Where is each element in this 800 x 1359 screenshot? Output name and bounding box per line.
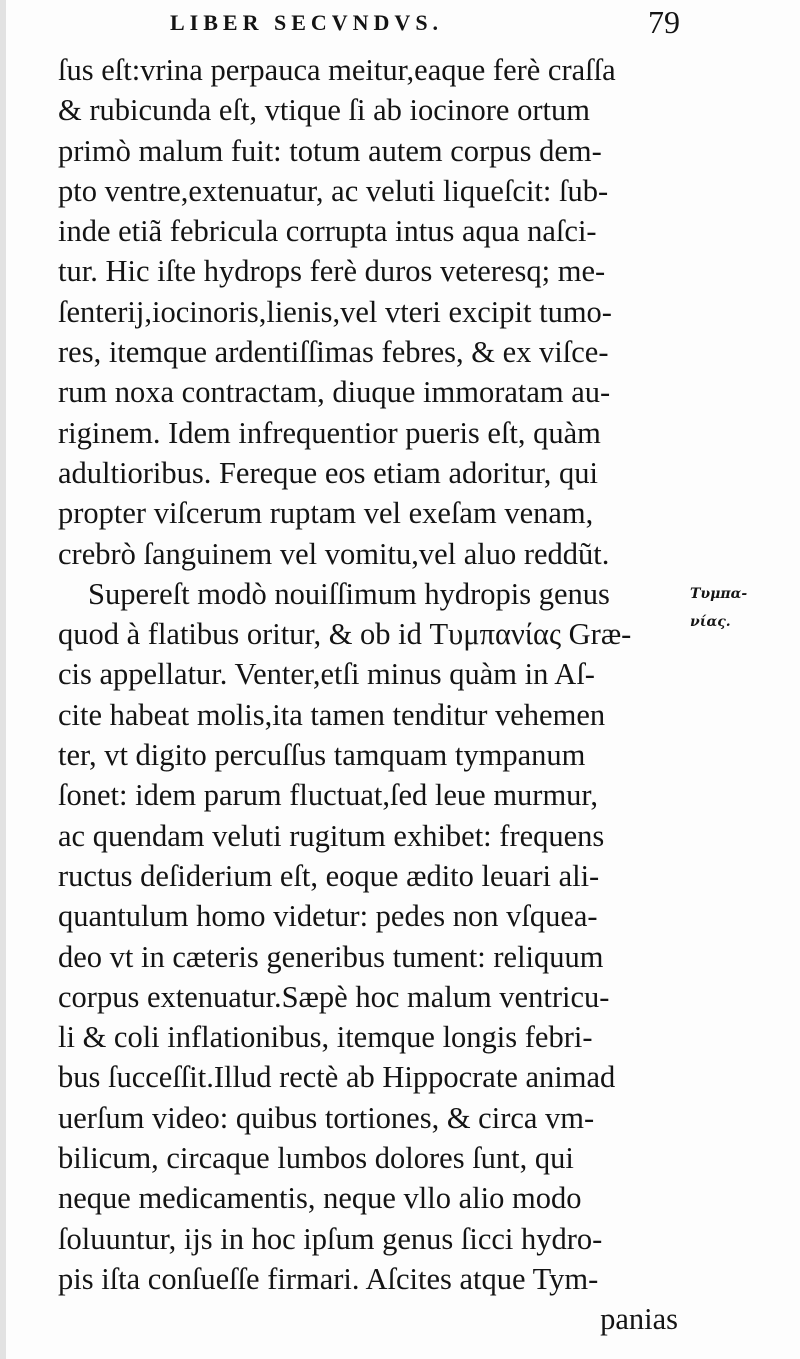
- text-line: neque medicamentis, neque vllo alio modo: [58, 1181, 582, 1216]
- running-head: [60, 4, 680, 48]
- text-line: bilicum, circaque lumbos dolores ſunt, qui: [58, 1141, 574, 1176]
- text-line: quod à flatibus oritur, & ob id Τυμπανίας Græ-: [58, 617, 632, 652]
- text-line: inde etiã febricula corrupta intus aqua naſci-: [58, 214, 597, 249]
- text-line: Supereſt modò nouiſſimum hydropis genus: [88, 576, 610, 611]
- text-line: ructus deſiderium eſt, eoque ædito leuari ali-: [58, 858, 600, 893]
- text-line: pto ventre,extenuatur, ac veluti liqueſcit: ſub-: [58, 173, 609, 208]
- text-line: deo vt in cæteris generibus tument: reliquum: [58, 939, 604, 974]
- text-line: uerſum video: quibus tortiones, & circa vm-: [58, 1100, 595, 1135]
- text-line: ac quendam veluti rugitum exhibet: frequens: [58, 818, 605, 853]
- text-line: ſenterij,iocinoris,lienis,vel vteri excipit tumo-: [58, 294, 612, 329]
- body-text: [58, 50, 698, 1340]
- text-line: cite habeat molis,ita tamen tenditur vehemen: [58, 697, 606, 732]
- text-line: cis appellatur. Venter,etſi minus quàm in Aſ-: [58, 657, 595, 692]
- text-line: corpus extenuatur.Sæpè hoc malum ventricu-: [58, 979, 610, 1014]
- text-line: ſonet: idem parum fluctuat,ſed leue murmur,: [58, 778, 598, 813]
- page-edge: [0, 0, 6, 1359]
- text-line: ſus eſt:vrina perpauca meitur,eaque ferè craſſa: [58, 53, 616, 87]
- text-line: propter viſcerum ruptam vel exeſam venam,: [58, 496, 594, 531]
- text-line: riginem. Idem infrequentior pueris eſt, quàm: [58, 415, 601, 450]
- text-line: ter, vt digito percuſſus tamquam tympanum: [58, 738, 586, 773]
- text-line: crebrò ſanguinem vel vomitu,vel aluo reddũt.: [58, 536, 610, 571]
- text-line: res, itemque ardentiſſimas febres, & ex viſce-: [58, 335, 609, 370]
- text-line: adultioribus. Fereque eos etiam adoritur, qui: [58, 455, 599, 490]
- margin-note: [690, 580, 800, 636]
- margin-note-line: νίας.: [690, 614, 731, 630]
- text-line: pis iſta conſueſſe firmari. Aſcites atque Tym-: [58, 1261, 599, 1296]
- catchword: panias: [600, 1302, 678, 1337]
- text-line: bus ſucceſſit.Illud rectè ab Hippocrate animad: [58, 1060, 616, 1095]
- text-line: quantulum homo videtur: pedes non vſquea-: [58, 899, 598, 934]
- running-head-title: LIBER SECVNDVS.: [170, 10, 444, 35]
- margin-note-line: Τυμπα-: [690, 586, 748, 602]
- page-number: 79: [648, 4, 680, 40]
- text-line: li & coli inflationibus, itemque longis febri-: [58, 1020, 593, 1055]
- text-line: ſoluuntur, ijs in hoc ipſum genus ſicci hydro-: [58, 1221, 603, 1256]
- text-line: & rubicunda eſt, vtique ſi ab iocinore ortum: [58, 93, 590, 128]
- text-line: tur. Hic iſte hydrops ferè duros veteresq; me-: [58, 254, 606, 289]
- text-line: rum noxa contractam, diuque immoratam au-: [58, 375, 611, 410]
- text-line: primò malum fuit: totum autem corpus dem-: [58, 133, 602, 168]
